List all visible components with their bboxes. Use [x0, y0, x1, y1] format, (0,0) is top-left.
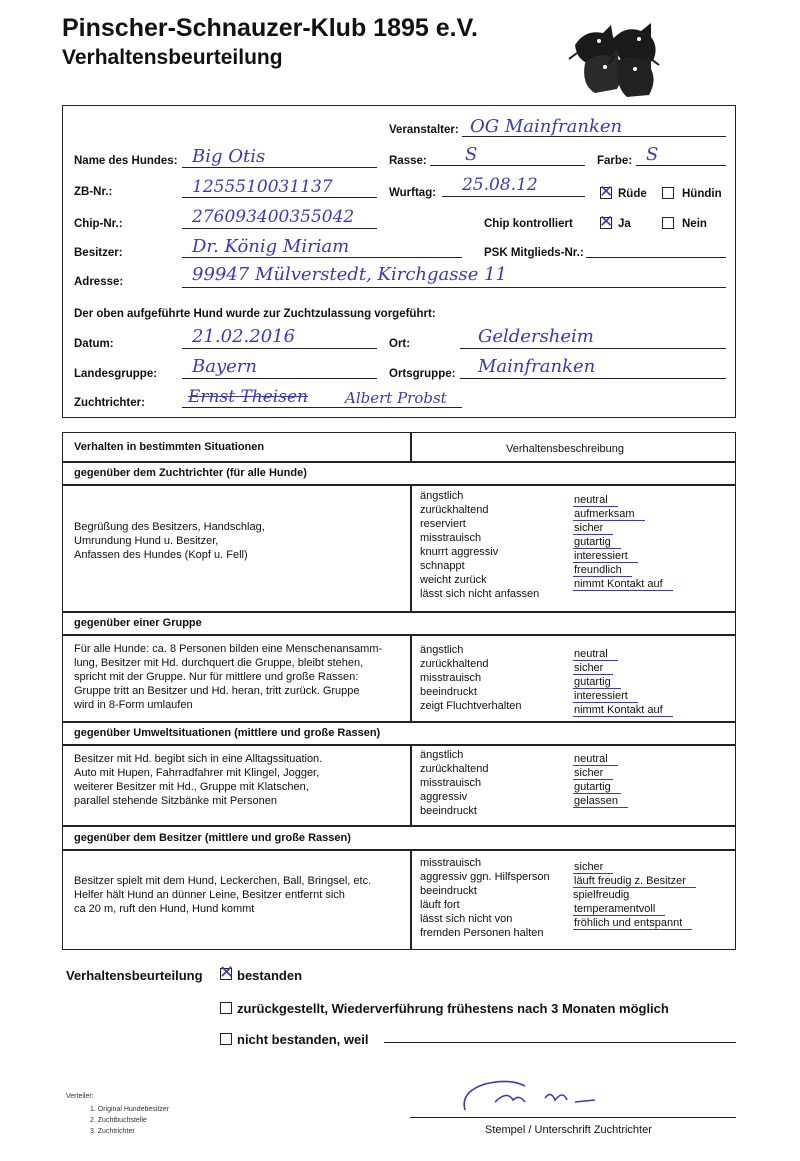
chip-line: [182, 228, 377, 229]
farbe-label: Farbe:: [597, 155, 633, 167]
marked-behavior[interactable]: interessiert: [573, 690, 638, 703]
chip-kontrolliert-label: Chip kontrolliert: [484, 218, 573, 230]
marked-behavior[interactable]: freundlich: [573, 564, 632, 577]
marked-behavior[interactable]: gutartig: [573, 536, 621, 549]
nicht-bestanden-checkbox[interactable]: [220, 1033, 232, 1045]
behavior-option[interactable]: spielfreudig: [573, 889, 630, 901]
adresse-value[interactable]: 99947 Mülverstedt, Kirchgasse 11: [192, 264, 507, 285]
landesgruppe-line: [182, 378, 377, 379]
section-description: Begrüßung des Besitzers, Handschlag, Umrundung Hund u. Besitzer, Anfassen des Hundes (Kopf u. Fell): [74, 521, 265, 561]
nein-checkbox[interactable]: [662, 217, 674, 229]
besitzer-label: Besitzer:: [74, 247, 123, 259]
table-divider-s4: [410, 850, 412, 950]
section-title: gegenüber dem Zuchtrichter (für alle Hunde): [74, 467, 307, 479]
marked-behavior[interactable]: gutartig: [573, 781, 621, 794]
marked-behavior[interactable]: sicher: [573, 662, 613, 675]
bestanden-label: bestanden: [237, 968, 303, 983]
marked-behavior[interactable]: interessiert: [573, 550, 638, 563]
ja-check-mark: ✕: [599, 212, 614, 232]
table-col1-header: Verhalten in bestimmten Situationen: [74, 441, 265, 453]
landesgruppe-value[interactable]: Bayern: [192, 356, 257, 377]
adresse-line: [182, 287, 726, 288]
marked-behavior[interactable]: neutral: [573, 648, 618, 661]
table-rule: [62, 634, 736, 636]
ruede-label: Rüde: [618, 188, 647, 200]
datum-line: [182, 348, 377, 349]
table-divider-s2: [410, 634, 412, 722]
result-label: Verhaltensbeurteilung: [66, 968, 203, 983]
nein-label: Nein: [682, 218, 707, 230]
ortsgruppe-line: [460, 378, 726, 379]
veranstalter-value[interactable]: OG Mainfranken: [470, 116, 623, 137]
psk-label: PSK Mitglieds-Nr.:: [484, 247, 584, 259]
zurueckgestellt-label: zurückgestellt, Wiederverführung frühestens nach 3 Monaten möglich: [237, 1001, 669, 1016]
name-value[interactable]: Big Otis: [192, 146, 266, 167]
signature-label: Stempel / Unterschrift Zuchtrichter: [485, 1124, 652, 1136]
section-behaviors-left: ängstlich zurückhaltend misstrauisch aggressiv beeindruckt: [420, 749, 489, 817]
table-rule: [62, 461, 736, 463]
table-rule: [62, 849, 736, 851]
section-behaviors-right: [573, 490, 673, 588]
rasse-label: Rasse:: [389, 155, 427, 167]
farbe-value[interactable]: S: [646, 144, 659, 165]
table-col2-header: Verhaltensbeschreibung: [506, 443, 625, 455]
verteiler-item: 1. Original Hundebesitzer: [90, 1106, 169, 1113]
dogs-logo-illustration: [555, 15, 665, 103]
nicht-bestanden-reason-line[interactable]: [384, 1042, 736, 1043]
table-divider-header: [410, 432, 412, 462]
adresse-label: Adresse:: [74, 276, 124, 288]
zuchtrichter-line: [182, 407, 462, 408]
ort-line: [460, 348, 726, 349]
section-title: gegenüber Umweltsituationen (mittlere und große Rassen): [74, 727, 381, 739]
marked-behavior[interactable]: fröhlich und entspannt: [573, 917, 692, 930]
section-behaviors-right: [573, 857, 696, 927]
ort-label: Ort:: [389, 338, 411, 350]
datum-label: Datum:: [74, 338, 114, 350]
marked-behavior[interactable]: läuft freudig z. Besitzer: [573, 875, 696, 888]
bestanden-check-mark: ✕: [219, 962, 235, 983]
table-rule: [62, 611, 736, 613]
marked-behavior[interactable]: sicher: [573, 767, 613, 780]
verteiler-item: 3. Zuchtrichter: [90, 1128, 135, 1135]
marked-behavior[interactable]: sicher: [573, 522, 613, 535]
marked-behavior[interactable]: neutral: [573, 753, 618, 766]
wurftag-label: Wurftag:: [389, 187, 437, 199]
section-behaviors-left: misstrauisch aggressiv ggn. Hilfsperson beeindruckt läuft fort lässt sich nicht von fremden Personen halten: [420, 857, 550, 939]
ortsgruppe-label: Ortsgruppe:: [389, 368, 456, 380]
marked-behavior[interactable]: nimmt Kontakt auf: [573, 704, 673, 717]
marked-behavior[interactable]: aufmerksam: [573, 508, 645, 521]
table-rule: [62, 484, 736, 486]
chip-value[interactable]: 276093400355042: [192, 207, 355, 227]
marked-behavior[interactable]: temperamentvoll: [573, 903, 665, 916]
zb-value[interactable]: 1255510031137: [192, 177, 333, 197]
rasse-line: [430, 165, 585, 166]
signature-line[interactable]: [410, 1117, 736, 1118]
table-divider-s3: [410, 744, 412, 826]
ortsgruppe-value[interactable]: Mainfranken: [478, 356, 596, 377]
section-behaviors-right: [573, 749, 628, 805]
section-description: Für alle Hunde: ca. 8 Personen bilden eine Menschenansamm- lung, Besitzer mit Hd. durchquert die Gruppe, bleibt stehen, spricht mit der Gruppe. Nur für mittlere und große Rassen: Gruppe tritt an Besitzer und Hd. heran, tritt zurück. Gruppe wird in 8-Form umlaufen: [74, 643, 383, 711]
psk-line: [586, 257, 726, 258]
section-behaviors-left: ängstlich zurückhaltend reserviert misstrauisch knurrt aggressiv schnappt weicht zurück lässt sich nicht anfassen: [420, 490, 540, 600]
besitzer-value[interactable]: Dr. König Miriam: [192, 236, 350, 257]
farbe-line: [636, 165, 726, 166]
section-description: Besitzer spielt mit dem Hund, Leckerchen, Ball, Bringsel, etc. Helfer hält Hund an dünner Leine, Besitzer entfernt sich ca 20 m, ruft den Hund, Hund kommt: [74, 875, 372, 915]
huendin-checkbox[interactable]: [662, 187, 674, 199]
marked-behavior[interactable]: gelassen: [573, 795, 628, 808]
table-divider-s1: [410, 484, 412, 612]
wurftag-line: [442, 196, 585, 197]
zuchtzulassung-text: Der oben aufgeführte Hund wurde zur Zuchtzulassung vorgeführt:: [74, 308, 436, 320]
datum-value[interactable]: 21.02.2016: [192, 326, 296, 347]
wurftag-value[interactable]: 25.08.12: [462, 175, 538, 195]
marked-behavior[interactable]: gutartig: [573, 676, 621, 689]
verteiler-item: 2. Zuchtbuchstelle: [90, 1117, 147, 1124]
signature: [455, 1072, 615, 1122]
zuchtrichter-value[interactable]: Albert Probst: [345, 389, 447, 407]
section-title: gegenüber einer Gruppe: [74, 617, 202, 629]
zuchtrichter-label: Zuchtrichter:: [74, 397, 145, 409]
verteiler-label: Verteiler:: [66, 1093, 94, 1100]
marked-behavior[interactable]: nimmt Kontakt auf: [573, 578, 673, 591]
zurueckgestellt-checkbox[interactable]: [220, 1002, 232, 1014]
rasse-value[interactable]: S: [465, 144, 478, 165]
zb-label: ZB-Nr.:: [74, 186, 113, 198]
name-line: [182, 167, 377, 168]
table-rule: [62, 825, 736, 827]
zuchtrichter-struck-value: Ernst Theisen: [188, 387, 308, 407]
veranstalter-label: Veranstalter:: [389, 124, 459, 136]
zb-line: [182, 197, 377, 198]
ort-value[interactable]: Geldersheim: [478, 326, 594, 347]
ja-label: Ja: [618, 218, 631, 230]
landesgruppe-label: Landesgruppe:: [74, 368, 158, 380]
name-label: Name des Hundes:: [74, 155, 178, 167]
besitzer-line: [182, 257, 462, 258]
marked-behavior[interactable]: neutral: [573, 494, 618, 507]
chip-label: Chip-Nr.:: [74, 218, 123, 230]
form-subtitle: Verhaltensbeurteilung: [62, 46, 283, 69]
nicht-bestanden-label: nicht bestanden, weil: [237, 1032, 369, 1047]
marked-behavior[interactable]: sicher: [573, 861, 613, 874]
ruede-check-mark: ✕: [599, 182, 614, 202]
table-rule: [62, 744, 736, 746]
section-behaviors-left: ängstlich zurückhaltend misstrauisch beeindruckt zeigt Fluchtverhalten: [420, 644, 522, 712]
club-title: Pinscher-Schnauzer-Klub 1895 e.V.: [62, 14, 478, 42]
section-description: Besitzer mit Hd. begibt sich in eine Alltagssituation. Auto mit Hupen, Fahrradfahrer mit Klingel, Jogger, weiterer Besitzer mit Hd., Gruppe mit Klatschen, parallel stehende Sitzbänke mit Personen: [74, 753, 323, 807]
huendin-label: Hündin: [682, 188, 722, 200]
table-rule: [62, 721, 736, 723]
section-title: gegenüber dem Besitzer (mittlere und große Rassen): [74, 832, 351, 844]
section-behaviors-right: [573, 644, 673, 714]
